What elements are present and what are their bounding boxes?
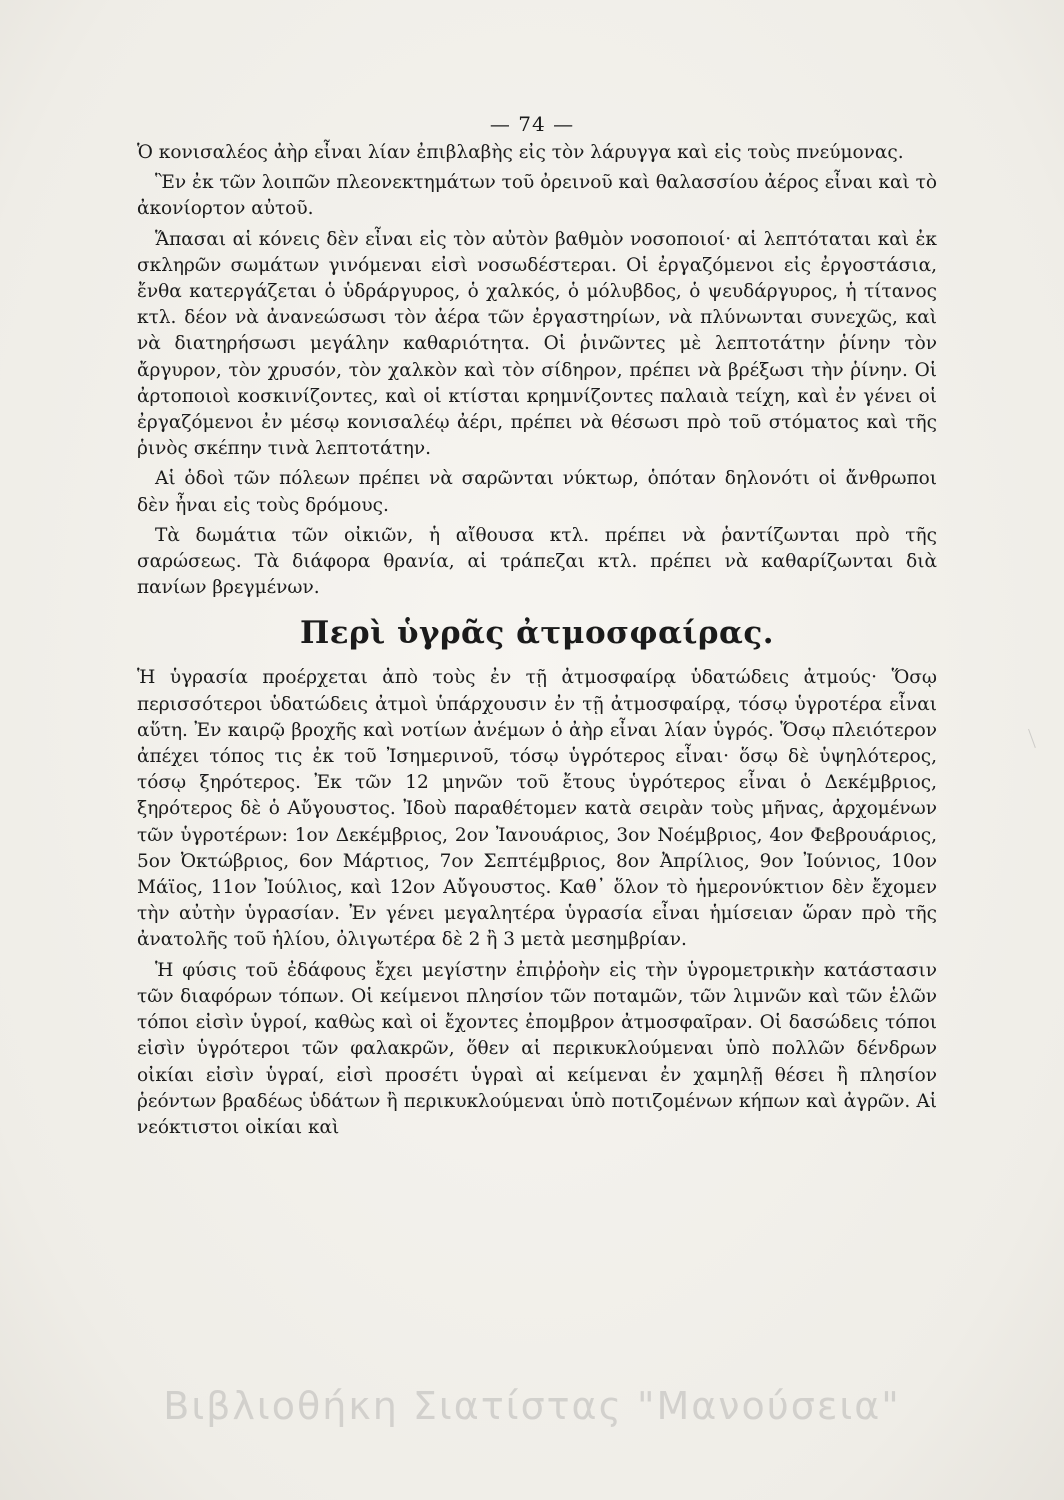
library-watermark: Βιβλιοθήκη Σιατίστας "Μανούσεια" <box>163 1384 901 1428</box>
paragraph-dusty-air: Ὁ κονισαλέος ἀὴρ εἶναι λίαν ἐπιβλαβὴς εἰς τὸν λάρυγγα καὶ εἰς τοὺς πνεύμονας. <box>137 142 904 163</box>
paragraph-rooms-cleaning: Τὰ δωμάτια τῶν οἰκιῶν, ἡ αἴθουσα κτλ. πρέπει νὰ ῥαντίζωνται πρὸ τῆς σαρώσεως. Τὰ διάφορα θρανία, αἱ τράπεζαι κτλ. πρέπει νὰ καθαρίζωνται διὰ πανίων βρεγμένων. <box>137 524 937 599</box>
page-number: — 74 — <box>489 112 575 136</box>
paragraph-city-streets: Αἱ ὁδοὶ τῶν πόλεων πρέπει νὰ σαρῶνται νύκτωρ, ὁπόταν δηλονότι οἱ ἄνθρωποι δὲν ἦναι εἰς τοὺς δρόμους. <box>137 468 937 516</box>
margin-mark <box>1028 724 1049 748</box>
paragraph-mountain-sea-air: Ἓν ἐκ τῶν λοιπῶν πλεονεκτημάτων τοῦ ὀρεινοῦ καὶ θαλασσίου ἀέρος εἶναι καὶ τὸ ἀκονίορτον αὐτοῦ. <box>137 172 937 220</box>
section-title: Περὶ ὑγρᾶς ἀτμοσφαίρας. <box>299 615 775 652</box>
body-text <box>137 140 937 1145</box>
paragraph-humidity-source: Ἡ ὑγρασία προέρχεται ἀπὸ τοὺς ἐν τῇ ἀτμοσφαίρᾳ ὑδατώδεις ἀτμούς· Ὅσῳ περισσότεροι ὑδατώδεις ἀτμοὶ ὑπάρχουσιν ἐν τῇ ἀτμοσφαίρᾳ, τόσῳ ὑγροτέρα εἶναι αὕτη. Ἐν καιρῷ βροχῆς καὶ νοτίων ἀνέμων ὁ ἀὴρ εἶναι λίαν ὑγρός. Ὅσῳ πλειότερον ἀπέχει τόπος τις ἐκ τοῦ Ἰσημερινοῦ, τόσῳ ὑγρότερος εἶναι· ὅσῳ δὲ ὑψηλότερος, τόσῳ ξηρότερος. Ἐκ τῶν 12 μηνῶν τοῦ ἔτους ὑγρότερος εἶναι ὁ Δεκέμβριος, ξηρότερος δὲ ὁ Αὔγουστος. Ἰδοὺ παραθέτομεν κατὰ σειρὰν τοὺς μῆνας, ἀρχομένων τῶν ὑγροτέρων: 1ον Δεκέμβριος, 2ον Ἰανουάριος, 3ον Νοέμβριος, 4ον Φεβρουάριος, 5ον Ὀκτώβριος, 6ον Μάρτιος, 7ον Σεπτέμβριος, 8ον Ἀπρίλιος, 9ον Ἰούνιος, 10ον Μάϊος, 11ον Ἰούλιος, καὶ 12ον Αὔγουστος. Καθ᾽ ὅλον τὸ ἡμερονύκτιον δὲν ἔχομεν τὴν αὐτὴν ὑγρασίαν. Ἐν γένει μεγαλητέρα ὑγρασία εἶναι ἡμίσειαν ὥραν πρὸ τῆς ἀνατολῆς τοῦ ἡλίου, ὀλιγωτέρα δὲ 2 ἢ 3 μετὰ μεσημβρίαν. <box>137 667 937 951</box>
paragraph-dust-workers: Ἅπασαι αἱ κόνεις δὲν εἶναι εἰς τὸν αὐτὸν βαθμὸν νοσοποιοί· αἱ λεπτόταται καὶ ἐκ σκληρῶν σωμάτων γινόμεναι εἰσὶ νοσωδέστεραι. Οἱ ἐργαζόμενοι εἰς ἐργοστάσια, ἔνθα κατεργάζεται ὁ ὑδράργυρος, ὁ χαλκός, ὁ μόλυβδος, ὁ ψευδάργυρος, ἡ τίτανος κτλ. δέον νὰ ἀνανεώσωσι τὸν ἀέρα τῶν ἐργαστηρίων, νὰ πλύνωνται συνεχῶς, καὶ νὰ διατηρήσωσι μεγάλην καθαριότητα. Οἱ ῥινῶντες μὲ λεπτοτάτην ῥίνην τὸν ἄργυρον, τὸν χρυσόν, τὸν χαλκὸν καὶ τὸν σίδηρον, πρέπει νὰ βρέξωσι τὴν ῥίνην. Οἱ ἀρτοποιοὶ κοσκινίζοντες, καὶ οἱ κτίσται κρημνίζοντες παλαιὰ τείχη, καὶ ἐν γένει οἱ ἐργαζόμενοι ἐν μέσῳ κονισαλέῳ ἀέρι, πρέπει νὰ θέσωσι πρὸ τοῦ στόματος καὶ τῆς ῥινὸς σκέπην τινὰ λεπτοτάτην. <box>137 228 937 460</box>
paragraph-soil-nature: Ἡ φύσις τοῦ ἐδάφους ἔχει μεγίστην ἐπιῤῥοὴν εἰς τὴν ὑγρομετρικὴν κατάστασιν τῶν διαφόρων τόπων. Οἱ κείμενοι πλησίον τῶν ποταμῶν, τῶν λιμνῶν καὶ τῶν ἑλῶν τόποι εἰσὶν ὑγροί, καθὼς καὶ οἱ ἔχοντες ἐπομβρον ἀτμοσφαῖραν. Οἱ δασώδεις τόποι εἰσὶν ὑγρότεροι τῶν φαλακρῶν, ὅθεν αἱ περικυκλούμεναι ὑπὸ πολλῶν δένδρων οἰκίαι εἰσὶν ὑγραί, εἰσὶ προσέτι ὑγραὶ αἱ κείμεναι ἐν χαμηλῇ θέσει ἢ πλησίον ῥεόντων βραδέως ὑδάτων ἢ περικυκλούμεναι ὑπὸ ποτιζομένων κήπων καὶ ἀγρῶν. Αἱ νεόκτιστοι οἰκίαι καὶ <box>137 959 937 1138</box>
